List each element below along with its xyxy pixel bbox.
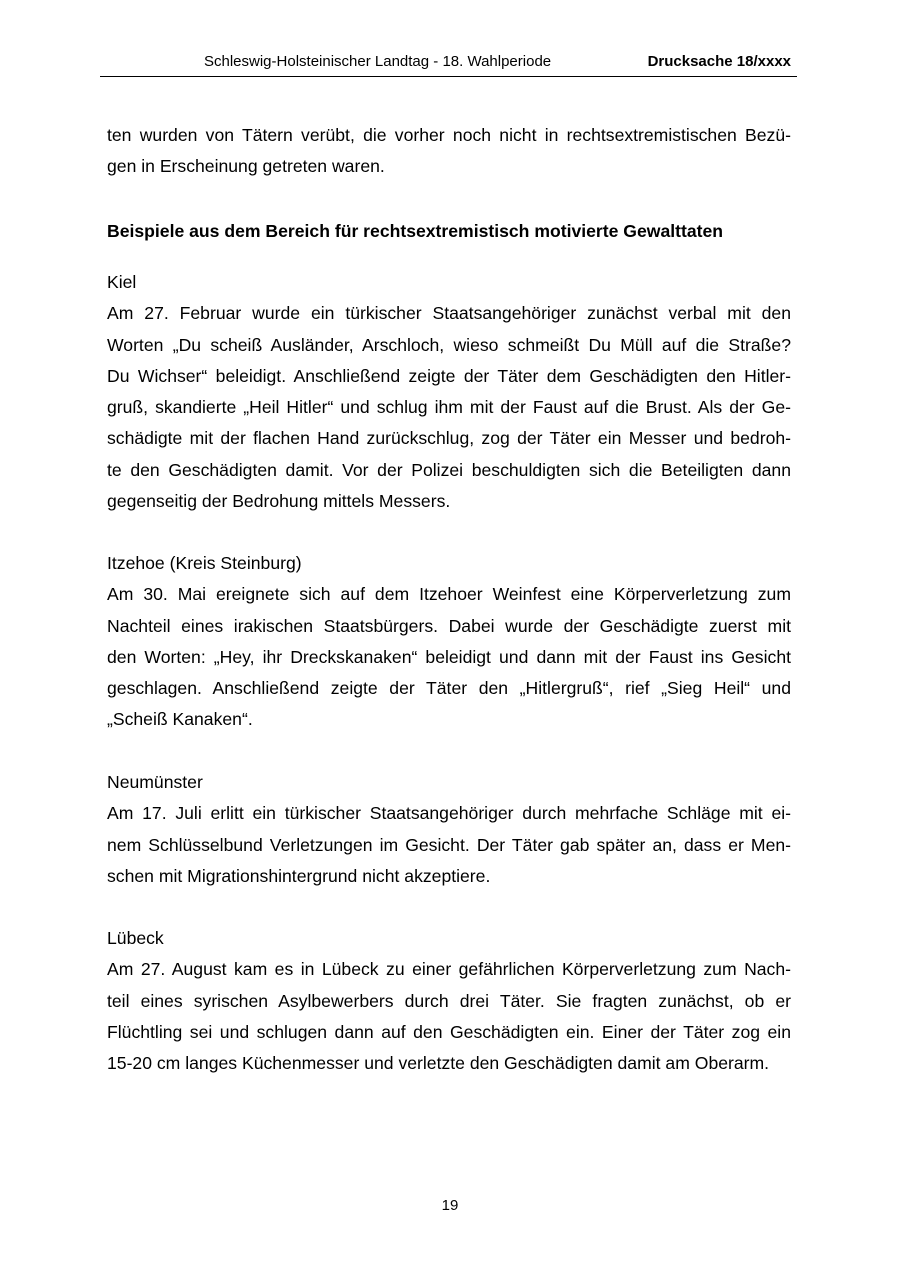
text-line: schädigte mit der flachen Hand zurückschlug, zog der Täter ein Messer und bedroh- [107,428,791,449]
case-kiel [107,267,791,517]
text-line: Nachteil eines irakischen Staatsbürgers. Dabei wurde der Geschädigte zuerst mit [107,615,791,636]
case-place: Lübeck [107,928,164,948]
text-line: nem Schlüsselbund Verletzungen im Gesicht. Der Täter gab später an, dass er Men- [107,834,791,855]
text-line: Am 30. Mai ereignete sich auf dem Itzehoer Weinfest eine Körperverletzung zum [107,584,791,605]
text-line: Du Wichser“ beleidigt. Anschließend zeigte der Täter dem Geschädigten den Hitler- [107,365,791,386]
text-line: Am 27. August kam es in Lübeck zu einer gefährlichen Körperverletzung zum Nach- [107,959,791,980]
text-line: te den Geschädigten damit. Vor der Polizei beschuldigten sich die Beteiligten dann [107,459,791,480]
section-heading: Beispiele aus dem Bereich für rechtsextremistisch motivierte Gewalttaten [107,221,724,241]
header-title: Schleswig-Holsteinischer Landtag - 18. Wahlperiode [204,53,552,70]
text-line: den Worten: „Hey, ihr Dreckskanaken“ beleidigt und dann mit der Faust ins Gesicht [107,646,791,667]
document-number: Drucksache 18/xxxx [647,53,791,70]
case-itzehoe [107,548,791,736]
text-line: teil eines syrischen Asylbewerbers durch drei Täter. Sie fragten zunächst, ob er [107,990,791,1011]
case-luebeck [107,923,791,1079]
case-place: Itzehoe (Kreis Steinburg) [107,553,302,573]
text-line: Am 17. Juli erlitt ein türkischer Staatsangehöriger durch mehrfache Schläge mit ei- [107,803,791,824]
text-line: Am 27. Februar wurde ein türkischer Staatsangehöriger zunächst verbal mit den [107,303,791,324]
text-line: „Scheiß Kanaken“. [107,709,253,730]
text-line: Flüchtling sei und schlugen dann auf den Geschädigten ein. Einer der Täter zog ein [107,1021,791,1042]
text-line: geschlagen. Anschließend zeigte der Täter den „Hitlergruß“, rief „Sieg Heil“ und [107,678,791,699]
text-line: schen mit Migrationshintergrund nicht akzeptiere. [107,865,491,886]
text-line: gruß, skandierte „Heil Hitler“ und schlug ihm mit der Faust auf die Brust. Als der Ge- [107,397,791,418]
text-line: gen in Erscheinung getreten waren. [107,156,385,177]
page-number: 19 [441,1197,459,1214]
text-line: gegenseitig der Bedrohung mittels Messers. [107,491,451,512]
text-line: 15-20 cm langes Küchenmesser und verletzte den Geschädigten damit am Oberarm. [107,1053,770,1074]
text-line: ten wurden von Tätern verübt, die vorher noch nicht in rechtsextremistischen Bezü- [107,125,791,145]
case-place: Kiel [107,272,137,292]
case-place: Neumünster [107,772,203,792]
intro-paragraph [107,120,791,183]
text-line: Worten „Du scheiß Ausländer, Arschloch, wieso schmeißt Du Müll auf die Straße? [107,334,791,355]
case-neumuenster [107,767,791,892]
page-header [100,50,797,77]
